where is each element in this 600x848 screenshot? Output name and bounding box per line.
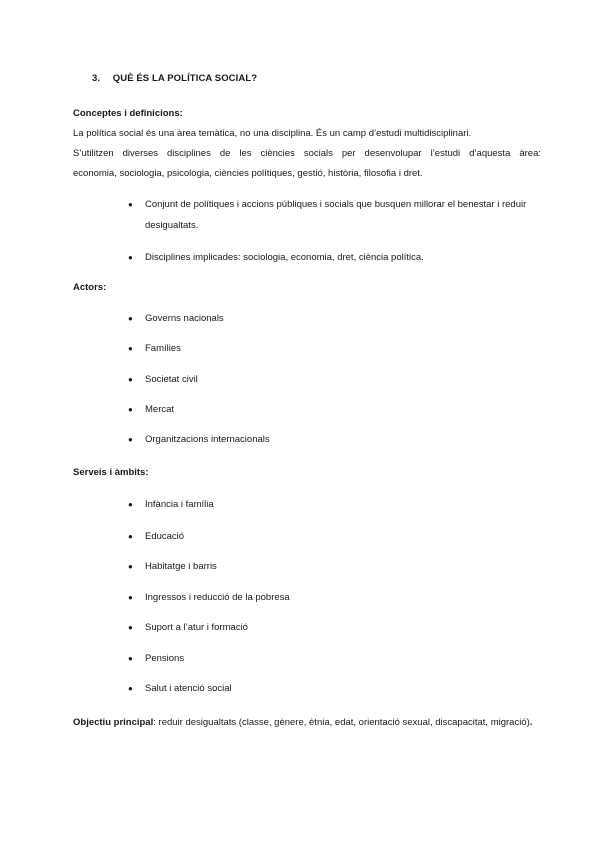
list-item-text: Famílies — [145, 343, 181, 354]
list-item-text: Pensions — [145, 653, 185, 664]
bullet-icon: ● — [128, 405, 133, 414]
list-item-text: Governs nacionals — [145, 313, 224, 324]
list-item-text: Infància i família — [145, 499, 214, 510]
list-item-text: Educació — [145, 531, 185, 542]
bullet-icon: ● — [128, 593, 133, 602]
list-item — [128, 653, 184, 664]
bullet-icon: ● — [128, 435, 133, 444]
list-item — [128, 252, 424, 263]
concepts-line-1: La política social és una àrea temàtica, no una disciplina. És un camp d’estudi multidisciplinari. — [73, 128, 472, 139]
bullet-icon: ● — [128, 623, 133, 632]
list-item — [128, 343, 181, 354]
list-item — [128, 531, 184, 542]
list-item-text: Disciplines implicades: sociologia, economia, dret, ciència política. — [145, 252, 424, 263]
heading-title: QUÈ ÉS LA POLÍTICA SOCIAL? — [112, 73, 258, 84]
bullet-icon: ● — [128, 314, 133, 323]
list-item — [128, 313, 224, 324]
bullet-icon: ● — [128, 200, 133, 209]
heading-number: 3. — [92, 73, 101, 84]
list-item — [128, 499, 214, 510]
bullet-icon: ● — [128, 532, 133, 541]
bullet-icon: ● — [128, 375, 133, 384]
list-item — [128, 622, 248, 633]
list-item — [128, 434, 270, 445]
list-item — [128, 561, 217, 572]
bullet-icon: ● — [128, 500, 133, 509]
concepts-line-2: S’utilitzen diverses disciplines de les ciències socials per desenvolupar l’estudi d’aquesta àrea: — [73, 148, 541, 159]
bullet-icon: ● — [128, 253, 133, 262]
list-item-text: Organitzacions internacionals — [145, 434, 270, 445]
list-item-text: Ingressos i reducció de la pobresa — [145, 592, 290, 603]
bullet-icon: ● — [128, 562, 133, 571]
concepts-line-3: economia, sociologia, psicologia, ciències polítiques, gestió, història, filosofia i dret. — [73, 168, 423, 179]
list-item — [128, 195, 528, 236]
list-item — [128, 404, 174, 415]
page-heading — [92, 73, 257, 84]
list-item — [128, 374, 198, 385]
list-item — [128, 592, 290, 603]
list-item-text: Habitatge i barris — [145, 561, 217, 572]
bullet-icon: ● — [128, 654, 133, 663]
services-title: Serveis i àmbits: — [73, 467, 149, 478]
list-item-text: Societat civil — [145, 374, 198, 385]
list-item-text: Suport a l’atur i formació — [145, 622, 248, 633]
objective-paragraph — [73, 713, 541, 734]
list-item-text: Conjunt de polítiques i accions públiques i socials que busquen millorar el benestar i reduir desigualtats. — [145, 199, 527, 231]
bullet-icon: ● — [128, 344, 133, 353]
list-item-text: Mercat — [145, 404, 175, 415]
list-item — [128, 683, 232, 694]
objective-label: Objectiu principal — [73, 717, 154, 728]
objective-end: . — [529, 717, 533, 728]
actors-title: Actors: — [73, 282, 107, 293]
list-item-text: Salut i atenció social — [145, 683, 232, 694]
concepts-title: Conceptes i definicions: — [73, 108, 183, 119]
objective-text: : reduir desigualtats (classe, gènere, ètnia, edat, orientació sexual, discapacitat, migració) — [153, 717, 530, 728]
bullet-icon: ● — [128, 684, 133, 693]
